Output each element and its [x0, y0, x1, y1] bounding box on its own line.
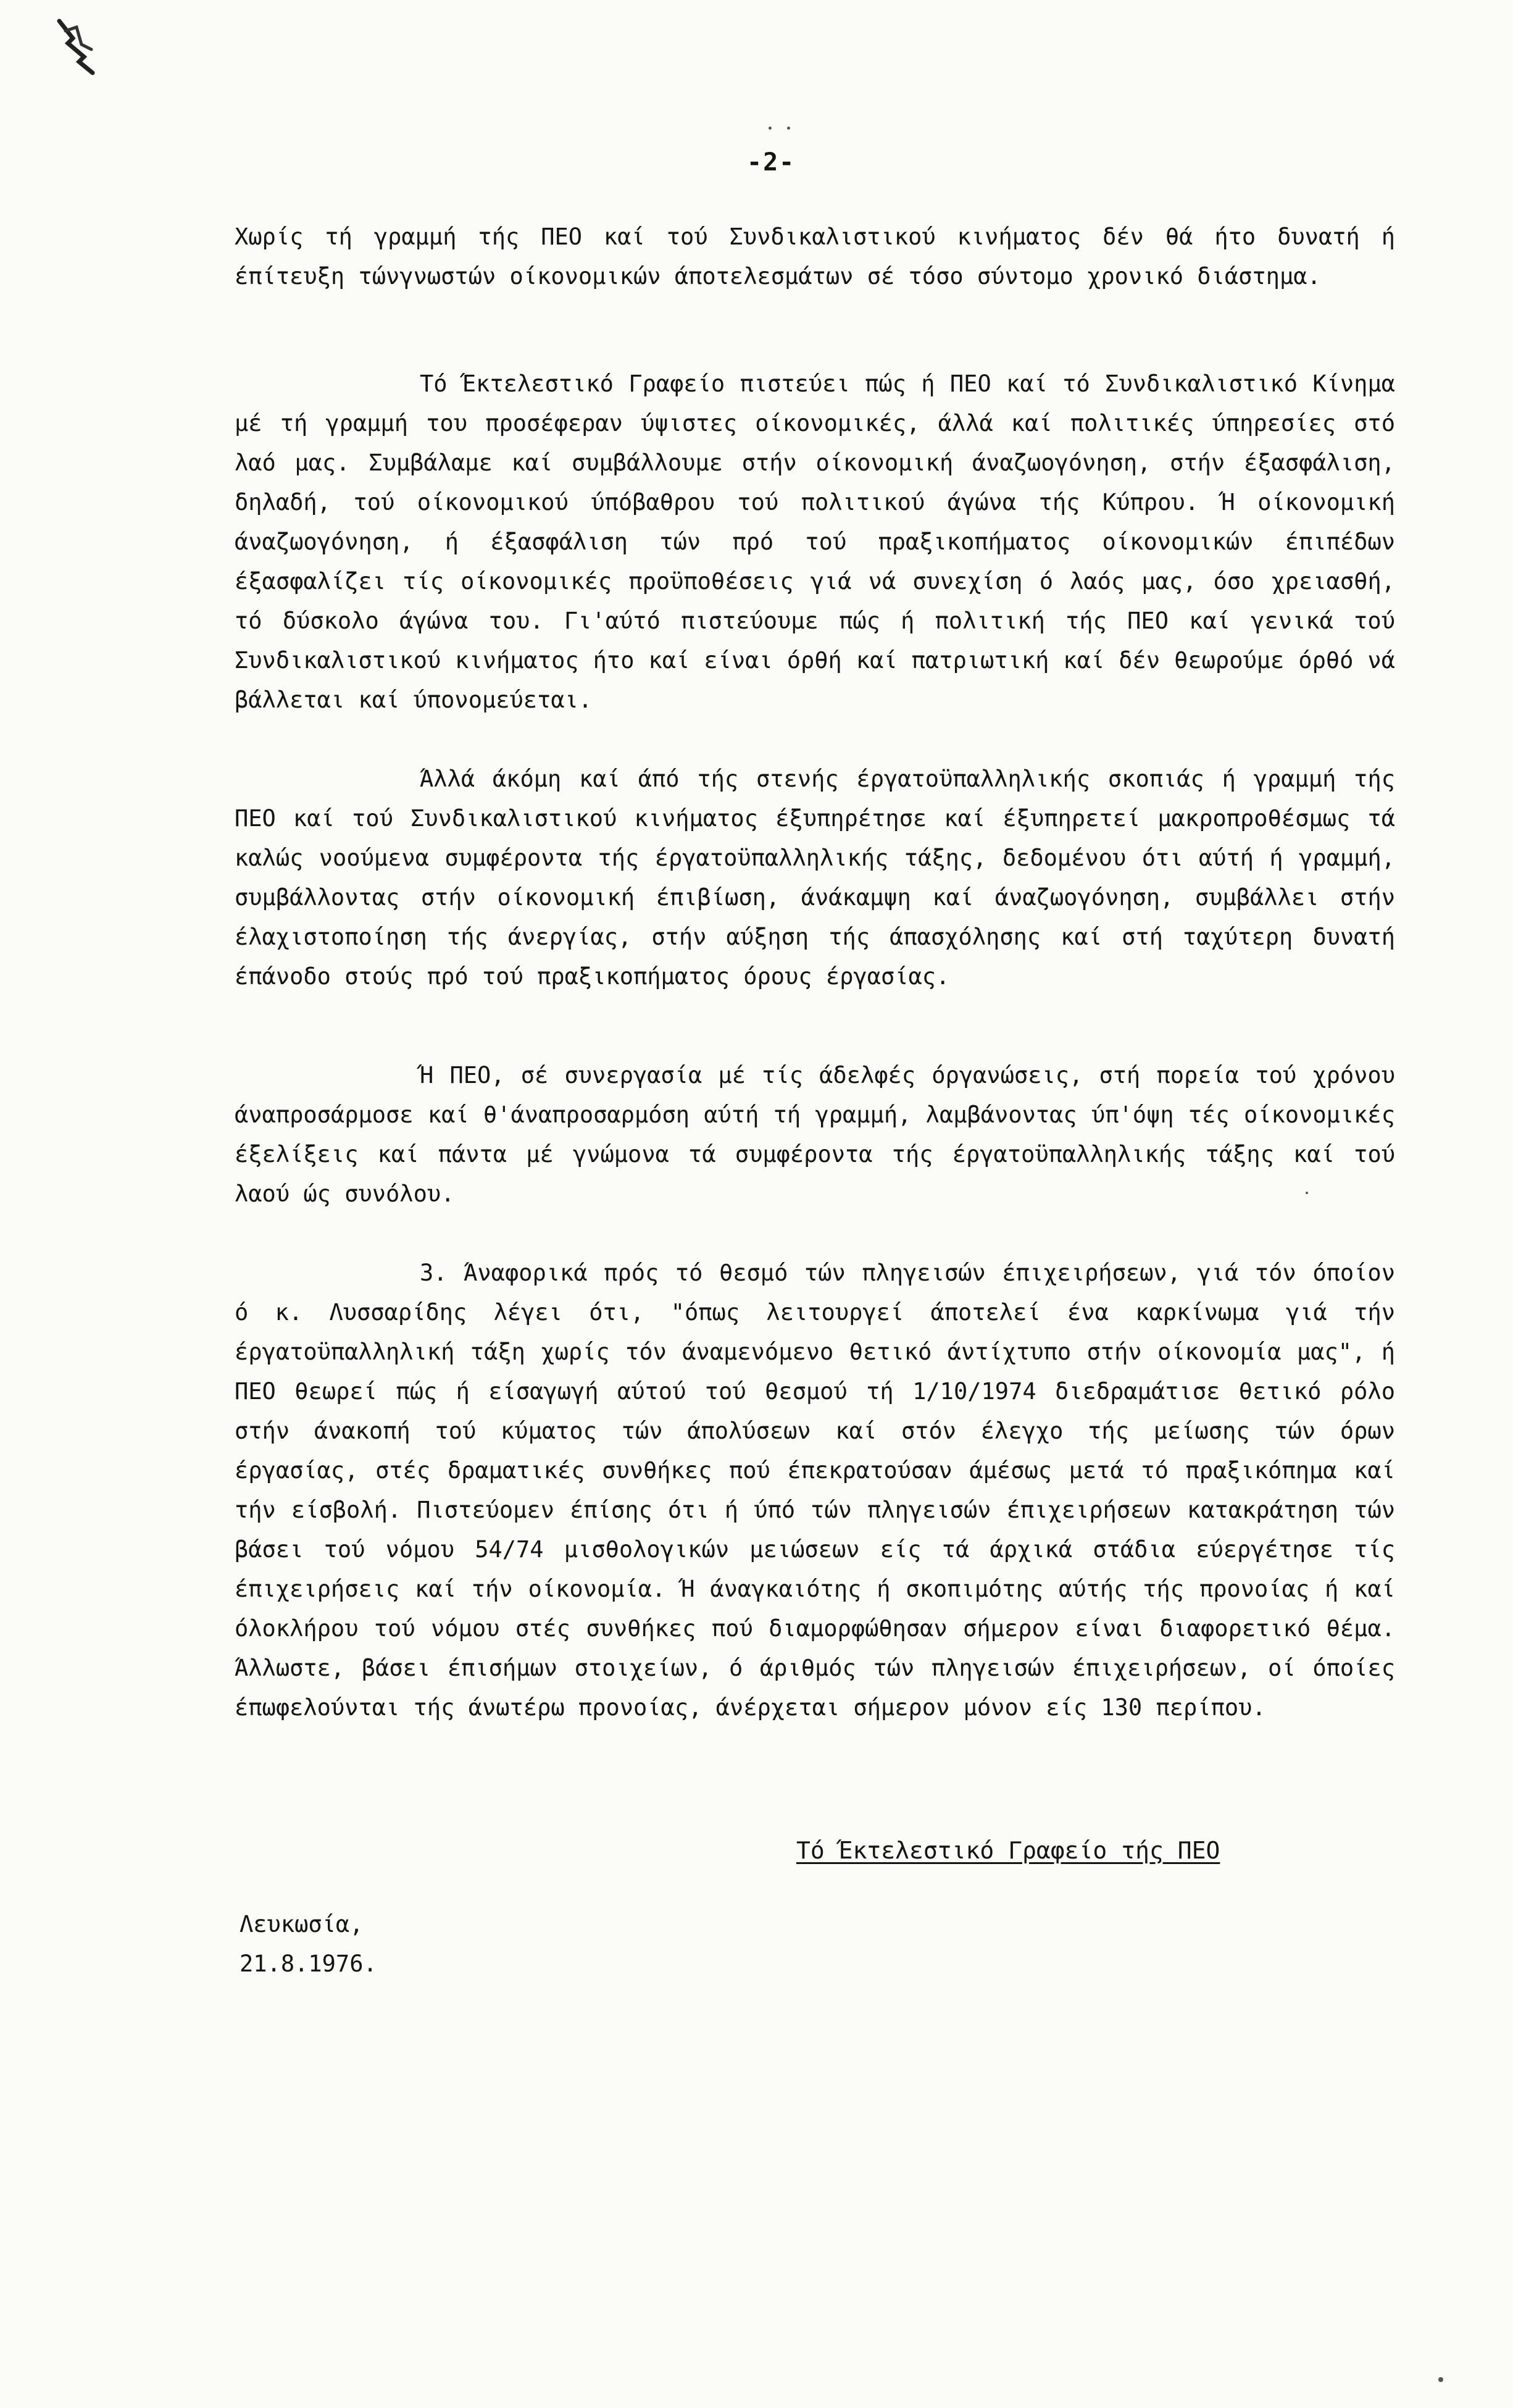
page-number: -2-	[747, 148, 796, 177]
paragraph-text: Ή ΠΕΟ, σέ συνεργασία μέ τίς άδελφές όργανώσεις, στή πορεία τού χρόνου άναπροσάρμοσε καί θ'άναπροσαρμόση αύτή τή γραμμή, λαμβάνοντας ύπ'όψη τές οίκονομικές έξελίξεις καί πάντα μέ γνώμονα τά συμφέροντα τής έργατοϋπαλληλικής τάξης καί τού λαού ώς συνόλου.	[235, 1062, 1395, 1207]
scan-speck	[787, 127, 790, 130]
scan-speck	[769, 127, 772, 130]
paragraph-text: 3. Άναφορικά πρός τό θεσμό τών πληγεισών έπιχειρήσεων, γιά τόν όποίον ό κ. Λυσσαρίδης λέγει ότι, "όπως λειτουργεί άποτελεί ένα καρκίνωμα γιά τήν έργατοϋπαλληλική τάξη χωρίς τόν άναμενόμενο θετικό άντίχτυπο στήν οίκονομία μας", ή ΠΕΟ θεωρεί πώς ή είσαγωγή αύτού τού θεσμού τή 1/10/1974 διεδραμάτισε θετικό ρόλο στήν άνακοπή τού κύματος τών άπολύσεων καί στόν έλεγχο τής μείωσης τών όρων έργασίας, στές δραματικές συνθήκες πού έπεκρατούσαν άμέσως μετά τό πραξικόπημα καί τήν είσβολή. Πιστεύομεν έπίσης ότι ή ύπό τών πληγεισών έπιχειρήσεων κατακράτηση τών βάσει τού νόμου 54/74 μισθολογικών μειώσεων είς τά άρχικά στάδια εύεργέτησε τίς έπιχειρήσεις καί τήν οίκονομία. Ή άναγκαιότης ή σκοπιμότης αύτής τής προνοίας ή καί όλοκλήρου τού νόμου στές συνθήκες πού διαμορφώθησαν σήμερον είναι διαφορετικό θέμα. Άλλωστε, βάσει έπισήμων στοιχείων, ό άριθμός τών πληγεισών έπιχειρήσεων, οί όποίες έπωφελούνται τής άνωτέρω προνοίας, άνέρχεται σήμερον μόνον είς 130 περίπου.	[235, 1260, 1395, 1721]
scan-speck	[1438, 2377, 1443, 2382]
paragraph-text: Άλλά άκόμη καί άπό τής στενής έργατοϋπαλληλικής σκοπιάς ή γραμμή τής ΠΕΟ καί τού Συνδικαλιστικού κινήματος έξυπηρέτησε καί έξυπηρετεί μακροπροθέσμως τά καλώς νοούμενα συμφέροντα τής έργατοϋπαλληλικής τάξης, δεδομένου ότι αύτή ή γραμμή, συμβάλλοντας στήν οίκονομική έπιβίωση, άνάκαμψη καί άναζωογόνηση, συμβάλλει στήν έλαχιστοποίηση τής άνεργίας, στήν αύξηση τής άπασχόλησης καί στή ταχύτερη δυνατή έπάνοδο στούς πρό τού πραξικοπήματος όρους έργασίας.	[235, 766, 1395, 990]
place: Λευκωσία,	[240, 1911, 364, 1938]
paragraph-3	[235, 759, 1395, 997]
paragraph-text: Τό Έκτελεστικό Γραφείο πιστεύει πώς ή ΠΕΟ καί τό Συνδικαλιστικό Κίνημα μέ τή γραμμή του προσέφεραν ύψιστες οίκονομικές, άλλά καί πολιτικές ύπηρεσίες στό λαό μας. Συμβάλαμε καί συμβάλλουμε στήν οίκονομική άναζωογόνηση, στήν έξασφάλιση, δηλαδή, τού οίκονομικού ύπόβαθρου τού πολιτικού άγώνα τής Κύπρου. Ή οίκονομική άναζωογόνηση, ή έξασφάλιση τών πρό τού πραξικοπήματος οίκονομικών έπιπέδων έξασφαλίζει τίς οίκονομικές προϋποθέσεις γιά νά συνεχίση ό λαός μας, όσο χρειασθή, τό δύσκολο άγώνα του. Γι'αύτό πιστεύουμε πώς ή πολιτική τής ΠΕΟ καί γενικά τού Συνδικαλιστικού κινήματος ήτο καί είναι όρθή καί πατριωτική καί δέν θεωρούμε όρθό νά βάλλεται καί ύπονομεύεται.	[235, 370, 1395, 713]
paragraph-2	[235, 364, 1395, 720]
paragraph-text: Χωρίς τή γραμμή τής ΠΕΟ καί τού Συνδικαλιστικού κινήματος δέν θά ήτο δυνατή ή έπίτευξη τώνγνωστών οίκονομικών άποτελεσμάτων σέ τόσο σύντομο χρονικό διάστημα.	[235, 224, 1395, 290]
paragraph-5	[235, 1253, 1395, 1728]
signature-line: Τό Έκτελεστικό Γραφείο τής ΠΕΟ	[796, 1837, 1220, 1864]
place-and-date	[240, 1905, 377, 1984]
paragraph-4	[235, 1056, 1395, 1214]
scan-corner-mark	[54, 14, 104, 82]
date: 21.8.1976.	[240, 1950, 377, 1977]
scan-speck	[1306, 1192, 1308, 1194]
paragraph-1	[235, 217, 1395, 296]
